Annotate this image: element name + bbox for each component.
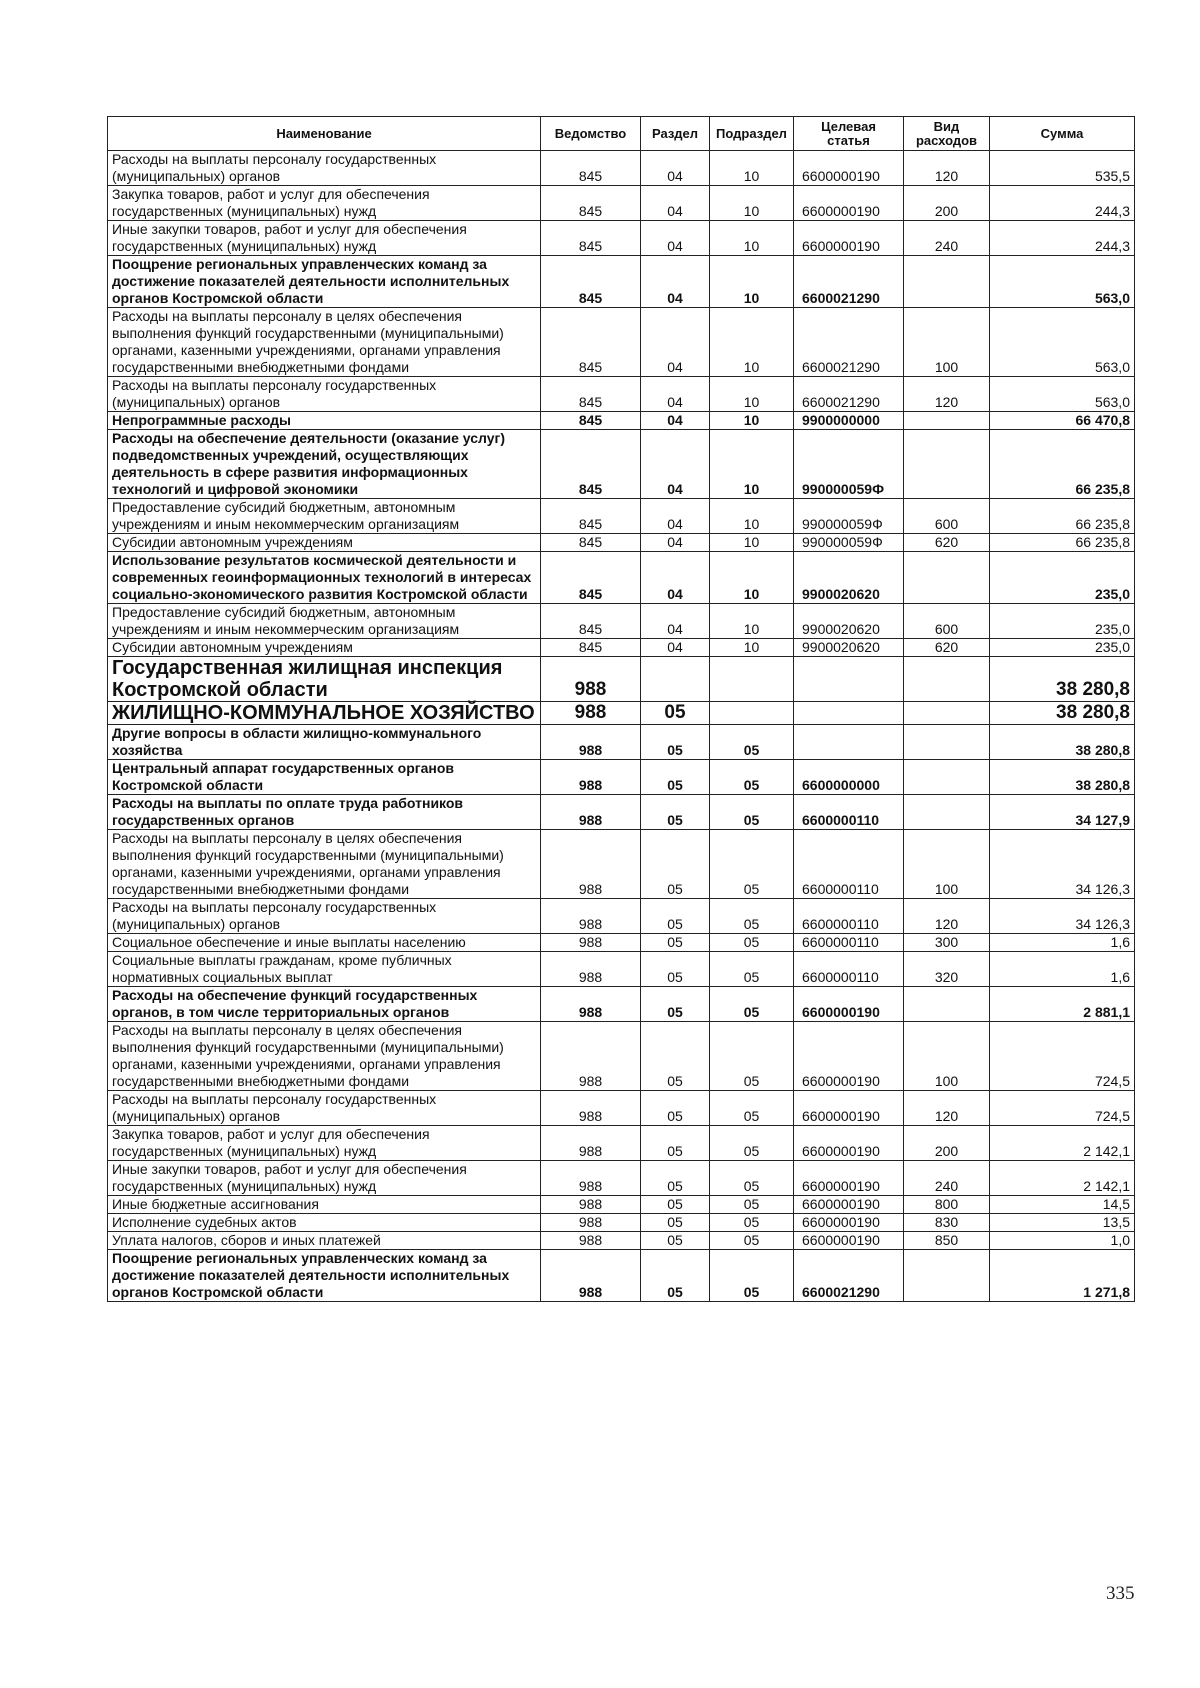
- cell-vid-rashodov: [904, 702, 990, 725]
- cell-name: Субсидии автономным учреждениям: [108, 534, 541, 552]
- cell-razdel: 05: [641, 1214, 710, 1232]
- cell-razdel: 04: [641, 186, 710, 221]
- cell-vid-rashodov: 120: [904, 377, 990, 412]
- table-row: [108, 604, 1135, 639]
- cell-podrazdel: 05: [710, 1250, 794, 1302]
- cell-vid-rashodov: 300: [904, 934, 990, 952]
- cell-name: Расходы на выплаты персоналу в целях обеспечения выполнения функций государственными (муниципальными) органами, казенными учреждениями, органами управления государственными внебюджетными фондами: [108, 308, 541, 377]
- cell-vid-rashodov: 620: [904, 534, 990, 552]
- cell-celevaya-statya: 6600000000: [794, 760, 904, 795]
- cell-summa: 724,5: [990, 1091, 1135, 1126]
- cell-razdel: 05: [641, 899, 710, 934]
- cell-summa: 34 126,3: [990, 899, 1135, 934]
- cell-celevaya-statya: 6600000190: [794, 151, 904, 186]
- cell-vedomstvo: 845: [541, 256, 641, 308]
- cell-celevaya-statya: 6600000190: [794, 1214, 904, 1232]
- cell-razdel: 05: [641, 1232, 710, 1250]
- cell-vedomstvo: 845: [541, 604, 641, 639]
- cell-podrazdel: 05: [710, 1126, 794, 1161]
- table-row: [108, 1126, 1135, 1161]
- cell-vedomstvo: 845: [541, 534, 641, 552]
- cell-name: Иные бюджетные ассигнования: [108, 1196, 541, 1214]
- cell-razdel: 05: [641, 830, 710, 899]
- table-row: [108, 952, 1135, 987]
- cell-razdel: 05: [641, 702, 710, 725]
- cell-celevaya-statya: 6600000190: [794, 221, 904, 256]
- cell-summa: 244,3: [990, 186, 1135, 221]
- table-body: [108, 151, 1135, 1302]
- table-row: [108, 412, 1135, 430]
- cell-summa: 724,5: [990, 1022, 1135, 1091]
- cell-podrazdel: 05: [710, 830, 794, 899]
- cell-celevaya-statya: 6600000190: [794, 987, 904, 1022]
- cell-vid-rashodov: [904, 430, 990, 499]
- cell-podrazdel: 10: [710, 534, 794, 552]
- cell-vid-rashodov: [904, 725, 990, 760]
- cell-summa: 1,6: [990, 952, 1135, 987]
- cell-name: Субсидии автономным учреждениям: [108, 639, 541, 657]
- cell-vedomstvo: 988: [541, 1214, 641, 1232]
- cell-vedomstvo: 988: [541, 1250, 641, 1302]
- cell-summa: 13,5: [990, 1214, 1135, 1232]
- cell-podrazdel: 10: [710, 256, 794, 308]
- header-razdel: Раздел: [641, 117, 710, 151]
- cell-vedomstvo: 845: [541, 639, 641, 657]
- cell-name: Социальное обеспечение и иные выплаты населению: [108, 934, 541, 952]
- cell-vid-rashodov: [904, 760, 990, 795]
- table-row: [108, 1214, 1135, 1232]
- cell-vid-rashodov: 100: [904, 830, 990, 899]
- cell-podrazdel: 05: [710, 899, 794, 934]
- cell-razdel: 05: [641, 952, 710, 987]
- cell-razdel: 05: [641, 1126, 710, 1161]
- cell-summa: 34 127,9: [990, 795, 1135, 830]
- cell-summa: 38 280,8: [990, 725, 1135, 760]
- cell-vedomstvo: 988: [541, 1196, 641, 1214]
- cell-celevaya-statya: [794, 725, 904, 760]
- cell-vedomstvo: 845: [541, 412, 641, 430]
- cell-summa: 38 280,8: [990, 760, 1135, 795]
- cell-vid-rashodov: 120: [904, 1091, 990, 1126]
- cell-celevaya-statya: 990000059Ф: [794, 430, 904, 499]
- cell-podrazdel: 05: [710, 1161, 794, 1196]
- cell-podrazdel: [710, 657, 794, 702]
- cell-vid-rashodov: [904, 795, 990, 830]
- cell-razdel: 04: [641, 256, 710, 308]
- cell-summa: 244,3: [990, 221, 1135, 256]
- cell-podrazdel: 05: [710, 1214, 794, 1232]
- cell-name: Предоставление субсидий бюджетным, автономным учреждениям и иным некоммерческим организациям: [108, 499, 541, 534]
- cell-vedomstvo: 845: [541, 377, 641, 412]
- cell-summa: 1,6: [990, 934, 1135, 952]
- cell-name: Иные закупки товаров, работ и услуг для обеспечения государственных (муниципальных) нужд: [108, 1161, 541, 1196]
- cell-celevaya-statya: 6600021290: [794, 256, 904, 308]
- cell-razdel: 05: [641, 987, 710, 1022]
- cell-name: Закупка товаров, работ и услуг для обеспечения государственных (муниципальных) нужд: [108, 186, 541, 221]
- cell-summa: 235,0: [990, 639, 1135, 657]
- table-row: [108, 1196, 1135, 1214]
- cell-vedomstvo: 988: [541, 987, 641, 1022]
- cell-podrazdel: 05: [710, 1232, 794, 1250]
- table-row: [108, 430, 1135, 499]
- cell-vedomstvo: 988: [541, 1091, 641, 1126]
- cell-podrazdel: 10: [710, 186, 794, 221]
- cell-name: Расходы на обеспечение функций государственных органов, в том числе территориальных органов: [108, 987, 541, 1022]
- table-row: [108, 552, 1135, 604]
- cell-razdel: 04: [641, 412, 710, 430]
- cell-celevaya-statya: 990000059Ф: [794, 534, 904, 552]
- cell-podrazdel: 05: [710, 1022, 794, 1091]
- cell-vid-rashodov: 240: [904, 221, 990, 256]
- header-name: Наименование: [108, 117, 541, 151]
- cell-celevaya-statya: 6600000190: [794, 1091, 904, 1126]
- cell-name: Иные закупки товаров, работ и услуг для обеспечения государственных (муниципальных) нужд: [108, 221, 541, 256]
- cell-vid-rashodov: 200: [904, 1126, 990, 1161]
- page-number: 335: [1106, 1583, 1135, 1604]
- cell-name: Расходы на выплаты персоналу государственных (муниципальных) органов: [108, 899, 541, 934]
- cell-podrazdel: 05: [710, 1091, 794, 1126]
- table-row: [108, 795, 1135, 830]
- cell-vedomstvo: 988: [541, 657, 641, 702]
- cell-podrazdel: 10: [710, 377, 794, 412]
- table-row: [108, 377, 1135, 412]
- cell-celevaya-statya: 6600000190: [794, 1022, 904, 1091]
- cell-vid-rashodov: 240: [904, 1161, 990, 1196]
- cell-summa: 34 126,3: [990, 830, 1135, 899]
- cell-vedomstvo: 988: [541, 899, 641, 934]
- table-row: [108, 1022, 1135, 1091]
- cell-celevaya-statya: 6600000110: [794, 899, 904, 934]
- cell-vid-rashodov: [904, 1250, 990, 1302]
- cell-razdel: 04: [641, 308, 710, 377]
- cell-vid-rashodov: [904, 552, 990, 604]
- cell-podrazdel: 10: [710, 221, 794, 256]
- cell-vid-rashodov: 620: [904, 639, 990, 657]
- cell-razdel: [641, 657, 710, 702]
- header-podrazdel: Подраздел: [710, 117, 794, 151]
- cell-podrazdel: 05: [710, 1196, 794, 1214]
- cell-podrazdel: 10: [710, 412, 794, 430]
- cell-vedomstvo: 845: [541, 186, 641, 221]
- table-row: [108, 899, 1135, 934]
- cell-summa: 14,5: [990, 1196, 1135, 1214]
- table-row: [108, 308, 1135, 377]
- cell-name: Поощрение региональных управленческих команд за достижение показателей деятельности исполнительных органов Костромской области: [108, 256, 541, 308]
- cell-vid-rashodov: 830: [904, 1214, 990, 1232]
- cell-vid-rashodov: [904, 412, 990, 430]
- cell-vid-rashodov: 800: [904, 1196, 990, 1214]
- cell-celevaya-statya: 6600000190: [794, 186, 904, 221]
- cell-name: Расходы на выплаты персоналу государственных (муниципальных) органов: [108, 1091, 541, 1126]
- cell-vedomstvo: 988: [541, 725, 641, 760]
- cell-celevaya-statya: 990000059Ф: [794, 499, 904, 534]
- cell-celevaya-statya: 6600000190: [794, 1196, 904, 1214]
- cell-vid-rashodov: 850: [904, 1232, 990, 1250]
- cell-celevaya-statya: 6600021290: [794, 308, 904, 377]
- cell-summa: 563,0: [990, 377, 1135, 412]
- cell-summa: 66 235,8: [990, 534, 1135, 552]
- cell-summa: 563,0: [990, 308, 1135, 377]
- cell-name: Другие вопросы в области жилищно-коммунального хозяйства: [108, 725, 541, 760]
- cell-celevaya-statya: 6600000110: [794, 795, 904, 830]
- cell-vedomstvo: 988: [541, 934, 641, 952]
- cell-summa: 38 280,8: [990, 657, 1135, 702]
- cell-summa: 563,0: [990, 256, 1135, 308]
- cell-vedomstvo: 988: [541, 952, 641, 987]
- cell-vedomstvo: 845: [541, 430, 641, 499]
- cell-podrazdel: 05: [710, 952, 794, 987]
- cell-celevaya-statya: [794, 702, 904, 725]
- cell-name: Уплата налогов, сборов и иных платежей: [108, 1232, 541, 1250]
- cell-vedomstvo: 988: [541, 1232, 641, 1250]
- cell-razdel: 05: [641, 1250, 710, 1302]
- table-row: [108, 934, 1135, 952]
- table-row: [108, 256, 1135, 308]
- cell-vedomstvo: 845: [541, 552, 641, 604]
- cell-summa: 66 470,8: [990, 412, 1135, 430]
- cell-name: Центральный аппарат государственных органов Костромской области: [108, 760, 541, 795]
- cell-podrazdel: 10: [710, 639, 794, 657]
- cell-name: Государственная жилищная инспекция Костромской области: [108, 657, 541, 702]
- cell-name: Исполнение судебных актов: [108, 1214, 541, 1232]
- cell-celevaya-statya: 9900000000: [794, 412, 904, 430]
- cell-name: Социальные выплаты гражданам, кроме публичных нормативных социальных выплат: [108, 952, 541, 987]
- cell-razdel: 04: [641, 604, 710, 639]
- cell-razdel: 05: [641, 1196, 710, 1214]
- cell-name: Расходы на выплаты по оплате труда работников государственных органов: [108, 795, 541, 830]
- cell-podrazdel: 10: [710, 308, 794, 377]
- cell-razdel: 04: [641, 151, 710, 186]
- cell-razdel: 05: [641, 1161, 710, 1196]
- cell-podrazdel: 10: [710, 151, 794, 186]
- cell-vedomstvo: 988: [541, 1161, 641, 1196]
- cell-celevaya-statya: 6600021290: [794, 377, 904, 412]
- cell-razdel: 05: [641, 795, 710, 830]
- cell-summa: 2 881,1: [990, 987, 1135, 1022]
- header-summa: Сумма: [990, 117, 1135, 151]
- cell-razdel: 04: [641, 639, 710, 657]
- cell-celevaya-statya: 6600000110: [794, 952, 904, 987]
- table-row: [108, 186, 1135, 221]
- cell-vid-rashodov: 200: [904, 186, 990, 221]
- cell-name: Расходы на выплаты персоналу в целях обеспечения выполнения функций государственными (муниципальными) органами, казенными учреждениями, органами управления государственными внебюджетными фондами: [108, 830, 541, 899]
- cell-podrazdel: [710, 702, 794, 725]
- table-row: [108, 221, 1135, 256]
- cell-vedomstvo: 845: [541, 221, 641, 256]
- cell-vedomstvo: 988: [541, 702, 641, 725]
- cell-vedomstvo: 988: [541, 1022, 641, 1091]
- cell-celevaya-statya: 9900020620: [794, 552, 904, 604]
- cell-razdel: 05: [641, 725, 710, 760]
- cell-summa: 235,0: [990, 604, 1135, 639]
- cell-celevaya-statya: 6600000190: [794, 1232, 904, 1250]
- table-row: [108, 702, 1135, 725]
- cell-razdel: 05: [641, 934, 710, 952]
- table-row: [108, 1091, 1135, 1126]
- cell-vedomstvo: 845: [541, 151, 641, 186]
- cell-vid-rashodov: 320: [904, 952, 990, 987]
- cell-vid-rashodov: 120: [904, 899, 990, 934]
- cell-vid-rashodov: [904, 256, 990, 308]
- cell-vedomstvo: 988: [541, 760, 641, 795]
- cell-name: ЖИЛИЩНО-КОММУНАЛЬНОЕ ХОЗЯЙСТВО: [108, 702, 541, 725]
- cell-razdel: 05: [641, 1091, 710, 1126]
- cell-vedomstvo: 845: [541, 499, 641, 534]
- cell-name: Расходы на выплаты персоналу государственных (муниципальных) органов: [108, 377, 541, 412]
- cell-razdel: 04: [641, 552, 710, 604]
- table-row: [108, 499, 1135, 534]
- cell-name: Поощрение региональных управленческих команд за достижение показателей деятельности исполнительных органов Костромской области: [108, 1250, 541, 1302]
- cell-name: Расходы на выплаты персоналу государственных (муниципальных) органов: [108, 151, 541, 186]
- table-row: [108, 639, 1135, 657]
- cell-celevaya-statya: 6600000190: [794, 1161, 904, 1196]
- cell-celevaya-statya: 6600000110: [794, 830, 904, 899]
- cell-name: Предоставление субсидий бюджетным, автономным учреждениям и иным некоммерческим организациям: [108, 604, 541, 639]
- cell-vid-rashodov: 600: [904, 499, 990, 534]
- cell-summa: 66 235,8: [990, 430, 1135, 499]
- table-row: [108, 830, 1135, 899]
- table-header-row: [108, 117, 1135, 151]
- table-row: [108, 657, 1135, 702]
- cell-celevaya-statya: 6600000110: [794, 934, 904, 952]
- cell-name: Использование результатов космической деятельности и современных геоинформационных технологий в интересах социально-экономического развития Костромской области: [108, 552, 541, 604]
- table-row: [108, 1232, 1135, 1250]
- cell-celevaya-statya: [794, 657, 904, 702]
- cell-vid-rashodov: 100: [904, 1022, 990, 1091]
- cell-podrazdel: 10: [710, 604, 794, 639]
- cell-summa: 1 271,8: [990, 1250, 1135, 1302]
- cell-razdel: 05: [641, 760, 710, 795]
- table-row: [108, 1250, 1135, 1302]
- cell-summa: 2 142,1: [990, 1161, 1135, 1196]
- cell-podrazdel: 10: [710, 499, 794, 534]
- cell-vid-rashodov: 120: [904, 151, 990, 186]
- cell-podrazdel: 05: [710, 987, 794, 1022]
- table-row: [108, 760, 1135, 795]
- cell-vid-rashodov: 100: [904, 308, 990, 377]
- cell-razdel: 04: [641, 430, 710, 499]
- cell-vid-rashodov: [904, 987, 990, 1022]
- cell-summa: 235,0: [990, 552, 1135, 604]
- table-row: [108, 1161, 1135, 1196]
- cell-summa: 66 235,8: [990, 499, 1135, 534]
- cell-summa: 535,5: [990, 151, 1135, 186]
- cell-name: Расходы на выплаты персоналу в целях обеспечения выполнения функций государственными (муниципальными) органами, казенными учреждениями, органами управления государственными внебюджетными фондами: [108, 1022, 541, 1091]
- cell-razdel: 04: [641, 534, 710, 552]
- cell-name: Закупка товаров, работ и услуг для обеспечения государственных (муниципальных) нужд: [108, 1126, 541, 1161]
- cell-podrazdel: 10: [710, 552, 794, 604]
- cell-vid-rashodov: 600: [904, 604, 990, 639]
- cell-vedomstvo: 988: [541, 1126, 641, 1161]
- cell-podrazdel: 05: [710, 795, 794, 830]
- cell-vedomstvo: 988: [541, 830, 641, 899]
- cell-podrazdel: 05: [710, 934, 794, 952]
- budget-table: [107, 116, 1135, 1302]
- table-row: [108, 151, 1135, 186]
- cell-celevaya-statya: 6600021290: [794, 1250, 904, 1302]
- header-vid-rashodov: Вид расходов: [904, 117, 990, 151]
- cell-celevaya-statya: 9900020620: [794, 639, 904, 657]
- cell-vedomstvo: 988: [541, 795, 641, 830]
- cell-razdel: 05: [641, 1022, 710, 1091]
- cell-name: Непрограммные расходы: [108, 412, 541, 430]
- cell-name: Расходы на обеспечение деятельности (оказание услуг) подведомственных учреждений, осуществляющих деятельность в сфере развития информационных технологий и цифровой экономики: [108, 430, 541, 499]
- cell-celevaya-statya: 9900020620: [794, 604, 904, 639]
- header-vedomstvo: Ведомство: [541, 117, 641, 151]
- cell-vedomstvo: 845: [541, 308, 641, 377]
- cell-razdel: 04: [641, 221, 710, 256]
- table-row: [108, 987, 1135, 1022]
- cell-summa: 1,0: [990, 1232, 1135, 1250]
- table-row: [108, 534, 1135, 552]
- cell-podrazdel: 05: [710, 760, 794, 795]
- table-row: [108, 725, 1135, 760]
- cell-podrazdel: 10: [710, 430, 794, 499]
- cell-vid-rashodov: [904, 657, 990, 702]
- cell-summa: 2 142,1: [990, 1126, 1135, 1161]
- header-celevaya-statya: Целевая статья: [794, 117, 904, 151]
- cell-razdel: 04: [641, 377, 710, 412]
- cell-podrazdel: 05: [710, 725, 794, 760]
- cell-celevaya-statya: 6600000190: [794, 1126, 904, 1161]
- cell-razdel: 04: [641, 499, 710, 534]
- cell-summa: 38 280,8: [990, 702, 1135, 725]
